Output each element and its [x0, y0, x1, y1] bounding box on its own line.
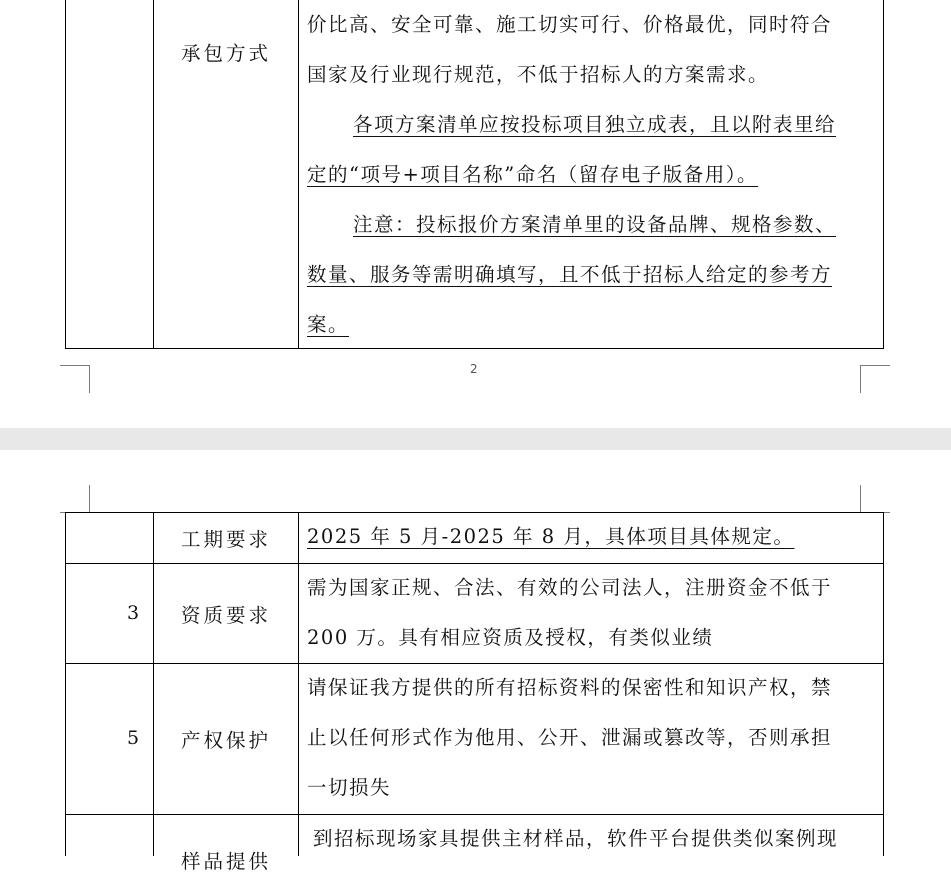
row-content-line: 止以任何形式作为他用、公开、泄漏或篡改等，否则承担	[307, 726, 833, 749]
table-border	[65, 0, 66, 349]
row-content-line: 请保证我方提供的所有招标资料的保密性和知识产权，禁	[307, 676, 833, 699]
row-label: 工期要求	[181, 528, 272, 551]
paragraph-line: 案。	[307, 313, 350, 336]
page-separator	[0, 428, 951, 450]
paragraph-line: 国家及行业现行规范，不低于招标人的方案需求。	[307, 63, 770, 86]
paragraph-line: 各项方案清单应按投标项目独立成表，且以附表里给	[353, 113, 837, 136]
paragraph-line: 价比高、安全可靠、施工切实可行、价格最优，同时符合	[307, 13, 833, 36]
table-border	[153, 0, 154, 349]
row-number: 5	[127, 727, 140, 749]
table-border	[65, 348, 884, 349]
paragraph-line: 定的“项号+项目名称”命名（留存电子版备用）。	[307, 163, 759, 186]
paragraph-line: 注意：投标报价方案清单里的设备品牌、规格参数、	[353, 213, 837, 236]
paragraph-line: 数量、服务等需明确填写，且不低于招标人给定的参考方	[307, 263, 833, 286]
row-label: 产权保护	[181, 729, 272, 752]
document-page-1	[0, 0, 951, 428]
row-label: 样品提供	[181, 850, 272, 873]
crop-mark	[860, 485, 861, 513]
row-content-line: 需为国家正规、合法、有效的公司法人，注册资金不低于	[307, 576, 833, 599]
row-content-line: 200 万。具有相应资质及授权，有类似业绩	[307, 626, 714, 649]
crop-mark	[60, 365, 90, 366]
page-number: 2	[470, 362, 478, 376]
crop-mark	[89, 485, 90, 513]
crop-mark	[860, 365, 890, 366]
crop-mark	[89, 365, 90, 393]
row-label-contract-method: 承包方式	[181, 42, 272, 65]
row-content-line: 一切损失	[307, 776, 392, 799]
crop-mark	[860, 365, 861, 393]
row-label: 资质要求	[181, 604, 272, 627]
table-border	[298, 0, 299, 349]
row-content-line: 到招标现场家具提供主材样品，软件平台提供类似案例现	[313, 827, 839, 850]
row-number: 3	[127, 602, 140, 624]
row-content-line: 2025 年 5 月-2025 年 8 月，具体项目具体规定。	[307, 525, 795, 548]
table-border	[883, 0, 884, 349]
